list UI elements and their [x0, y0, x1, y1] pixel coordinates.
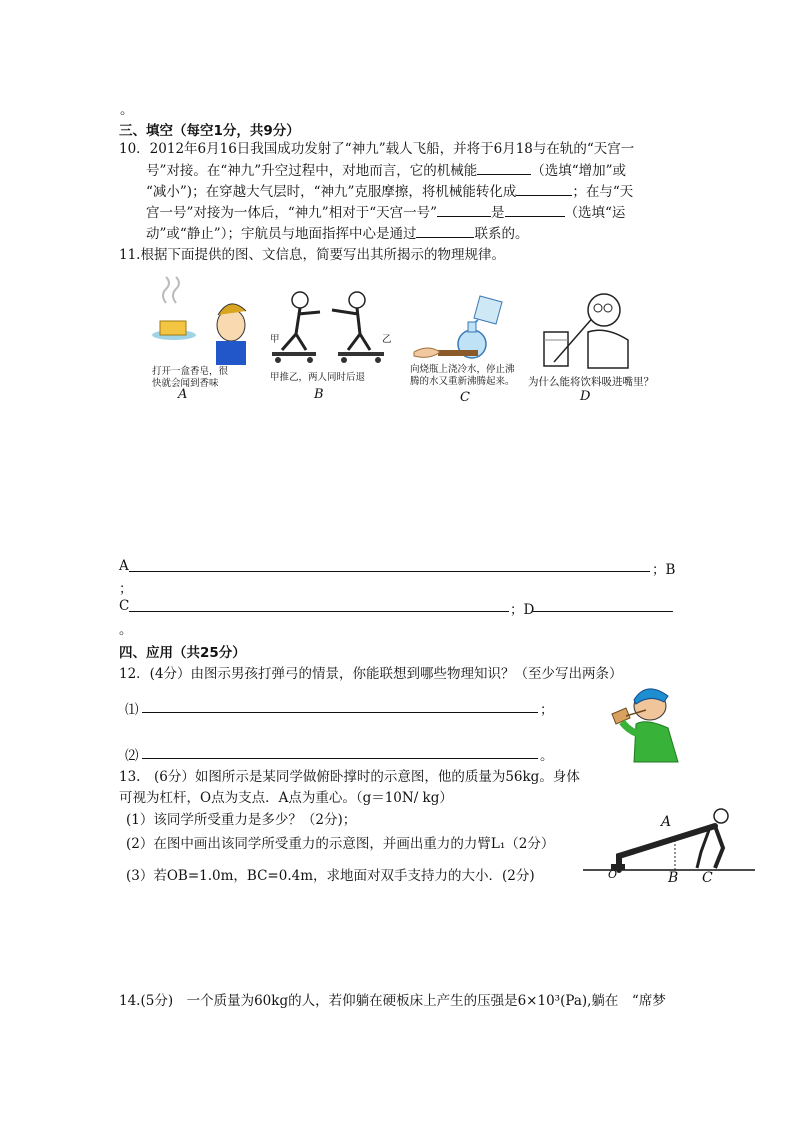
q10-line1: 10．2012年6月16日我国成功发射了“神九”载人飞船，并将于6月18与在轨的“天宫一 — [119, 141, 635, 157]
q10-blank-mechanical-energy[interactable] — [477, 160, 531, 175]
answer-a-label: A — [119, 558, 129, 574]
answer-end-period: 。 — [119, 622, 133, 638]
q12-item1-line[interactable] — [142, 712, 538, 713]
figure-b-label: B — [314, 387, 324, 402]
answer-a-line[interactable] — [129, 571, 650, 572]
answer-d-line[interactable] — [533, 611, 673, 612]
q10-line5-tail: 联系的。 — [474, 226, 529, 242]
q10-line4 — [146, 202, 625, 224]
section4-heading: 四、应用（共25分） — [119, 645, 246, 661]
figure-c-caption: 向烧瓶上浇冷水，停止沸腾的水又重新沸腾起来。 — [410, 364, 515, 387]
figure-b-person-yi: 乙 — [382, 334, 392, 345]
figure-c-flask-cooling — [410, 292, 520, 362]
q12-item1-end: ； — [540, 702, 554, 718]
q12-item1-label: ⑴ — [125, 702, 139, 718]
q10-blank-reference[interactable] — [437, 202, 491, 217]
pushup-label-a: A — [661, 814, 672, 830]
figure-a-soap-smell — [146, 285, 246, 365]
q12-item2-label: ⑵ — [125, 748, 139, 764]
pushup-label-o: O — [608, 868, 618, 881]
q13-part3: (3）若OB=1.0m，BC=0.4m，求地面对双手支持力的大小．(2分) — [126, 868, 535, 884]
q13-line1: 13. (6分）如图所示是某同学做俯卧撑时的示意图，他的质量为56kg。身体 — [119, 769, 580, 785]
q10-line2 — [146, 160, 626, 182]
leading-period: 。 — [120, 102, 134, 118]
q10-blank-energy-form[interactable] — [516, 181, 572, 196]
answer-a-end: ；B — [652, 562, 676, 578]
q12-prompt: 12．(4分）由图示男孩打弹弓的情景，你能联想到哪些物理知识？（至少写出两条） — [119, 666, 623, 682]
figure-b-push-skaters — [262, 290, 402, 366]
q10-line5-text: 动”或“静止”）；宇航员与地面指挥中心是通过 — [146, 226, 417, 242]
boy-slingshot-picture — [608, 684, 684, 764]
q10-line4-text: 宫一号”对接为一体后，“神九”相对于“天宫一号” — [146, 205, 438, 221]
figure-c-label: C — [460, 390, 470, 405]
figure-b-person-jia: 甲 — [270, 334, 280, 345]
figure-a-caption: 打开一盒香皂，很快就会闻到香味 — [152, 366, 229, 389]
q13-part2: (2）在图中画出该同学所受重力的示意图，并画出重力的力臂L₁（2分） — [126, 836, 555, 852]
q12-item2-end: 。 — [540, 748, 554, 764]
pushup-label-b: B — [668, 870, 679, 886]
pushup-label-c: C — [702, 870, 713, 886]
q10-line5 — [146, 223, 528, 245]
figure-d-drinking-straw — [540, 292, 640, 370]
q10-line3-tail: ；在与“天 — [572, 184, 634, 200]
q13-part1: (1）该同学所受重力是多少？（2分)； — [126, 812, 357, 828]
q10-line3 — [146, 181, 633, 203]
answer-d-label: ；D — [510, 602, 535, 618]
figure-d-caption: 为什么能将饮料吸进嘴里？ — [528, 376, 654, 388]
q14-line1: 14.(5分) 一个质量为60kg的人，若仰躺在硬板床上产生的压强是6×10³(Pa),躺在 “席梦 — [119, 993, 666, 1009]
q10-blank-state[interactable] — [505, 202, 565, 217]
q10-line2-tail: （选填“增加”或 — [531, 163, 627, 179]
q11-prompt: 11.根据下面提供的图、文信息，简要写出其所揭示的物理规律。 — [119, 247, 505, 263]
q13-line2: 可视为杠杆，O点为支点．A点为重心。（g＝10N/ kg） — [119, 790, 453, 806]
q10-line4-tail: （选填“运 — [564, 205, 626, 221]
figure-a-label: A — [178, 387, 188, 402]
section3-heading: 三、填空（每空1分，共9分） — [119, 123, 300, 139]
q12-item2-line[interactable] — [142, 758, 538, 759]
q10-line2-text: 号”对接。在“神九”升空过程中，对地而言，它的机械能 — [146, 163, 478, 179]
figure-b-caption: 甲推乙，两人同时后退 — [270, 372, 366, 383]
figure-d-label: D — [580, 389, 591, 404]
answer-c-label: C — [119, 598, 130, 614]
q10-line4-mid: 是 — [491, 205, 505, 221]
answer-b-end: ； — [119, 581, 133, 597]
q10-line3-text: “减小”)；在穿越大气层时，“神九”克服摩擦，将机械能转化成 — [146, 184, 517, 200]
q10-blank-communication[interactable] — [416, 223, 474, 238]
answer-c-line[interactable] — [129, 611, 509, 612]
